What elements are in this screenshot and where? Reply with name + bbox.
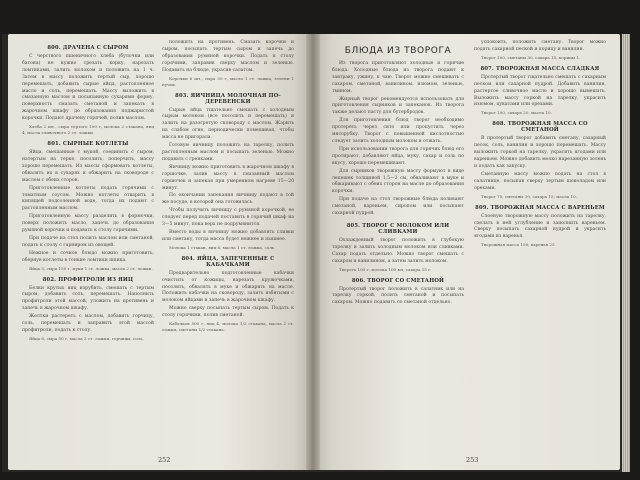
paragraph: Нежное и сочное блюдо можно приготовить, обернув котлеты в тонкие ломтики шпика. [22, 250, 154, 263]
recipe-title: 800. ДРАЧЕНА С СЫРОМ [47, 45, 129, 51]
paragraph: Для сырников творожную массу формуют в виде лепешек толщиной 1,5—2 см, обваливают в муке и обжаривают с обеих сторон на масле до образования корочки. [332, 168, 464, 195]
paragraph: При использовании творога для горячих блюд его протирают, добавляют яйца, муку, сахар и соль по вкусу, хорошо перемешивают. [332, 146, 464, 166]
ingredients-note: Творога 100 г, молока 100 мл, сахара 15 г. [339, 266, 432, 272]
paragraph: Сметанную массу можно подать на стол в салатнице, посыпав сверху тертым шоколадом или орехами. [474, 171, 606, 191]
paragraph: положить на противень. Смазать корочки и сыром, посыпать тертым сыром и запечь до образования румяной корочки. Подать к столу горячими, заправив сверху маслом и зеленью. Подавать на блюде, украсив салатом. [162, 40, 294, 73]
recipe-title: 805. ТВОРОГ С МОЛОКОМ ИЛИ СЛИВКАМИ [346, 222, 450, 235]
ingredients-note: Творог 100, сметаны 30, сахара 15, корицы 1. [481, 54, 581, 60]
recipe-title: 804. ЯЙЦА, ЗАПЕЧЕННЫЕ С КАБАЧКАМИ [181, 255, 275, 268]
paragraph: Яичницу можно приготовить в жарочном шкафу в горшочке, залив массу в смазанный маслом горшочек и запекая при умеренном нагреве 15—20 минут. [162, 164, 294, 191]
paragraph: Приготовленную массу разделить в формочки, поверх положить масло, запечь до образования румяной корочки и подавать к столу горячими. [22, 214, 154, 234]
paragraph: Для приготовления блюд творог необходимо протереть через сито или пропустить через мясорубку. Творог с повышенной кислотностью следует залить холодным молоком и отжать. [332, 118, 464, 144]
recipe-title: 807. ТВОРОЖНАЯ МАССА СЛАДКАЯ [480, 65, 600, 72]
ingredients-note: Корочки 6 шт., сыра 50 г, масла 1 ст. ложка, зелени 1 пучок. [162, 75, 294, 87]
ingredients-note: Яйца 5, сыра 150 г, муки 1 ст. ложка, масла 2 ст. ложки. [29, 265, 153, 271]
recipe-title: 806. ТВОРОГ СО СМЕТАНОЙ [351, 277, 445, 284]
paragraph: В протертый творог добавить сметану, сахарный песок, соль, ванилин и хорошо перемешать. Массу выложить горкой на тарелку, украсить ягодами или вареньем. Можно добавить мелко нарезанную зелень и подать как закуску. [474, 136, 606, 169]
paragraph: Предварительно подготовленные кабачки очистить от кожицы, нарезать кружочками, посолить, обвалять в муке и обжарить на масле. Положить кабачки на сковороду, залить взбитыми с молоком яйцами и запечь в жарочном шкафу. [162, 270, 294, 304]
paragraph: Желтки растереть с маслом, добавить горчицу, соль, перемешать и заправить этой массой профитроли, подать к столу. [22, 314, 154, 333]
paragraph: Протертый творог положить в салатник или на тарелку горкой, полить сметаной и посыпать сахаром. Можно подавать со сметаной отдельно. [332, 286, 464, 306]
ingredients-note: Творожная масса 150, варенья 25. [481, 242, 556, 248]
paragraph: Белки крутых яиц изрубить, смешать с тертым сыром, добавить соль, перемешать. Наполнить профитроли этой массой, уложить на противень и запечь в жарочном шкафу. [22, 285, 154, 312]
paragraph: Вместо воды в яичницу можно добавлять сливки или сметану, тогда масса будет нежнее и пышнее. [162, 229, 294, 242]
page-number-left: 252 [158, 456, 171, 464]
paragraph: Протертый творог тщательно смешать с сахарным песком или сахарной пудрой. Добавить ванилин, растертое сливочное масло и хорошо вымешать. Выложить массу горкой на тарелку, украсить изюмом, цукатами или орехами. [474, 74, 606, 108]
paragraph: При подаче на стол полить маслом или сметаной, подать к столу с гарниром из овощей. [22, 235, 154, 248]
paragraph: Сырые яйца тщательно смешать с холодным сырым молоком (все посолить и перемешать) и залить на разогретую сковороду с маслом. Жарить на слабом огне, периодически помешивая, чтобы масса не пригорала. [162, 107, 294, 141]
left-page-column-1 [22, 40, 154, 343]
ingredients-note: Творог 75, сметаны 30, сахара 15, масла 10. [481, 193, 577, 199]
paragraph: Из творога приготовляют холодные и горячие блюда. Холодные блюда из творога подают к завтраку, ужину, к чаю. Творог можно смешивать с сахаром, сметаной, ванилином, изюмом, зеленью, тмином. [332, 61, 464, 94]
page-number-right: 253 [466, 456, 479, 464]
paragraph: Готовую яичницу положить на тарелку, полить растопленным маслом и посыпать зеленью. Можно подавать с гренками. [162, 143, 294, 162]
right-page [314, 34, 620, 470]
recipe-title: 808. ТВОРОЖНАЯ МАССА СО СМЕТАНОЙ [492, 121, 588, 134]
book-gutter [306, 34, 320, 470]
open-book [2, 34, 630, 472]
right-page-column-1 [332, 40, 464, 308]
chapter-title: БЛЮДА ИЗ ТВОРОГА [344, 46, 452, 56]
paragraph: Слоеную творожную массу положить на тарелку, сделать в ней углубление и заполнить вареньем. Сверху посыпать сахарной пудрой и украсить ягодами из варенья. [474, 213, 606, 240]
recipe-title: 809. ТВОРОЖНАЯ МАССА С ВАРЕНЬЕМ [475, 204, 605, 211]
paragraph: Охлажденный творог положить в глубокую тарелку и залить холодным молоком или сливками. Сахар подать отдельно. Можно творог смешать с сахаром и ванилином, а затем залить молоком. [332, 237, 464, 264]
recipe-title: 801. СЫРНЫЕ КОТЛЕТЫ [47, 141, 129, 148]
ingredients-note: Творог 100, сахара 20, масла 10. [481, 110, 552, 116]
paragraph: Жирный творог рекомендуется использовать для приготовления сырников и запеканок. Из творога также делают пасту для бутербродов. [332, 96, 464, 116]
right-page-column-2 [474, 40, 606, 249]
recipe-title: 803. ЯИЧНИЦА МОЛОЧНАЯ ПО-ДЕРЕВЕНСКИ [175, 92, 281, 105]
ingredients-note: Яйца 6, сыра 50 г, масла 2 ст. ложки, горчицы, соль. [29, 335, 144, 341]
left-page-column-2 [162, 40, 294, 334]
ingredients-note: Кабачков 500 г, яиц 4, молока 1/2 стакана, масла 2 ст. ложки, сметаны 1/2 стакана. [162, 321, 294, 333]
paragraph: Можно сверху посыпать тертым сыром. Подать к столу горячими, полив сметаной. [162, 306, 294, 319]
paragraph: Приготовленные котлеты подать горячими с томатным соусом. Можно котлеты отварить в кипящей подсоленной воде, тогда их подают с растопленным маслом. [22, 185, 154, 212]
paragraph: С черствого пшеничного хлеба (булочки или батона) не нужно срезать корку, нарезать ломтиками, залить молоком и положить на 1 ч. Затем в массу положить тертый сыр, хорошо перемешать, добавить сырые яйца, растопленное масло и соль, перемешать. Массу выложить в смазанную маслом и посыпанную сухарями форму, поверхность смазать сметаной и запекать в жарочном шкафу до образования поджаристой корочки. Подают драчену горячей, полив маслом. [22, 54, 154, 122]
recipe-title: 802. ПРОФИТРОЛИ ИЗ ЯИЦ [42, 276, 134, 283]
paragraph: успокоить, положить сметану. Творог можно подать сахарной пеской и корицу и ванилин. [474, 40, 606, 52]
page-edges [622, 34, 630, 472]
paragraph: По окончании запекания яичницу подают в той же посуде, в которой она готовилась. [162, 193, 294, 206]
paragraph: При подаче на стол творожные блюда поливают сметаной, вареньем, сиропом или посыпают сахарной пудрой. [332, 197, 464, 217]
ingredients-note: Хлеба 2 шт., сыра тертого 100 г, молока 2 стакана, яиц 4, масла сливочного 2 ст. ложки. [22, 124, 154, 136]
paragraph: Яйца, смешанные с мукой, соединить с сыром, натертым на терке, посолить, поперчить, массу хорошо перемешать. Из массы сформовать котлеты, обвалять их в сухарях и обжарить на сковороде с маслом с обеих сторон. [22, 150, 154, 183]
ingredients-note: Молока 1 стакан, яиц 6, масла 1 ст. ложка, соль. [169, 244, 276, 250]
left-page [8, 34, 312, 470]
paragraph: Чтобы получить яичницу с румяной корочкой, ее следует перед подачей поставить в горячий шкаф на 3—5 минут, пока верх не подрумянится. [162, 208, 294, 228]
